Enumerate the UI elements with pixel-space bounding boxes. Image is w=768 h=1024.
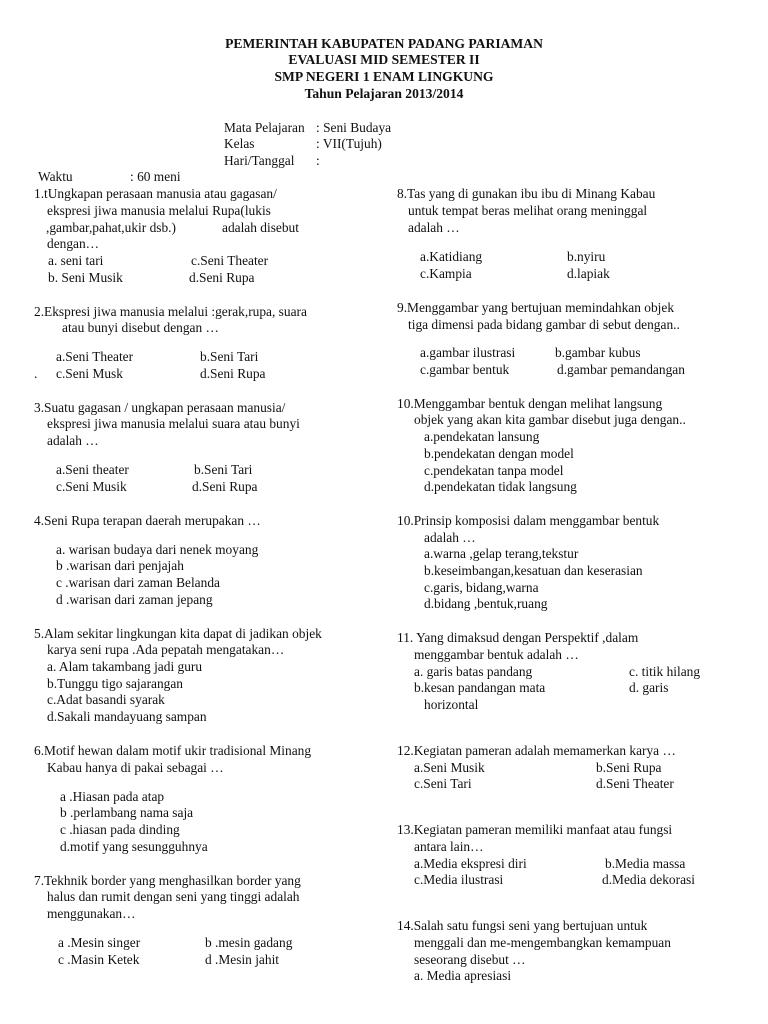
option-d: d. garis — [629, 680, 669, 695]
option-c: c. titik hilang — [629, 664, 701, 679]
question-text: 13.Kegiatan pameran memiliki manfaat atau fungsi — [397, 822, 673, 837]
option-b: b.nyiru — [567, 249, 606, 264]
option-d: d.lapiak — [567, 266, 610, 281]
option-d: d.Sakali mandayuang sampan — [47, 709, 207, 724]
option-c: c .hiasan pada dinding — [60, 822, 180, 837]
question-text: 8.Tas yang di gunakan ibu ibu di Minang Kabau — [397, 186, 656, 201]
option-a: a .Hiasan pada atap — [60, 789, 165, 804]
option-c: c.gambar bentuk — [420, 362, 510, 377]
option-c: c.Seni Tari — [414, 776, 472, 791]
question-text: menggunakan… — [47, 906, 136, 921]
option-b: b.Media massa — [605, 856, 686, 871]
option-c: c .Masin Ketek — [58, 952, 140, 967]
option-d: d.Seni Theater — [596, 776, 674, 791]
question-text: karya seni rupa .Ada pepatah mengatakan… — [47, 642, 285, 657]
option-d: d.Seni Rupa — [192, 479, 258, 494]
question-text: Kabau hanya di pakai sebagai … — [47, 760, 224, 775]
option-d: d .warisan dari zaman jepang — [56, 592, 213, 607]
question-text: 5.Alam sekitar lingkungan kita dapat di jadikan objek — [34, 626, 322, 641]
option-a: a.Seni Musik — [414, 760, 485, 775]
option-a: a.pendekatan lansung — [424, 429, 540, 444]
header-line-4: Tahun Pelajaran 2013/2014 — [304, 86, 464, 101]
option-c: c.Kampia — [420, 266, 472, 281]
option-d-continued: horizontal — [424, 697, 479, 712]
time-label: Waktu — [38, 169, 73, 184]
question-text: 10.Prinsip komposisi dalam menggambar bentuk — [397, 513, 660, 528]
option-d: d.gambar pemandangan — [557, 362, 685, 377]
question-text: seseorang disebut … — [414, 952, 526, 967]
header-line-2: EVALUASI MID SEMESTER II — [288, 52, 480, 67]
question-text: ekspresi jiwa manusia melalui suara atau bunyi — [47, 416, 300, 431]
option-a: a. Alam takambang jadi guru — [47, 659, 203, 674]
question-text: 10.Menggambar bentuk dengan melihat langsung — [397, 396, 663, 411]
question-text: 6.Motif hewan dalam motif ukir tradisional Minang — [34, 743, 312, 758]
day-label: Hari/Tanggal — [224, 153, 295, 168]
option-d: d.pendekatan tidak langsung — [424, 479, 577, 494]
option-b: b.Seni Tari — [194, 462, 253, 477]
option-a: a. seni tari — [48, 253, 104, 268]
option-a: a. garis batas pandang — [414, 664, 533, 679]
option-b: b .perlambang nama saja — [60, 805, 194, 820]
question-text: 3.Suatu gagasan / ungkapan perasaan manusia/ — [34, 400, 286, 415]
subject-value: : Seni Budaya — [316, 120, 392, 135]
option-c: c.Media ilustrasi — [414, 872, 504, 887]
question-text: 2.Ekspresi jiwa manusia melalui :gerak,rupa, suara — [34, 304, 307, 319]
option-c: c.Seni Musik — [56, 479, 127, 494]
option-d: d .Mesin jahit — [205, 952, 280, 967]
question-text: adalah … — [408, 220, 460, 235]
question-text: menggali dan me-mengembangkan kemampuan — [414, 935, 671, 950]
option-a: a.Seni Theater — [56, 349, 134, 364]
option-d: d.bidang ,bentuk,ruang — [424, 596, 548, 611]
option-a: a.Media ekspresi diri — [414, 856, 527, 871]
day-value: : — [316, 153, 320, 168]
question-text: tiga dimensi pada bidang gambar di sebut dengan.. — [408, 317, 680, 332]
header-line-1: PEMERINTAH KABUPATEN PADANG PARIAMAN — [225, 36, 543, 51]
option-c: c.Seni Theater — [191, 253, 269, 268]
header-line-3: SMP NEGERI 1 ENAM LINGKUNG — [274, 69, 494, 84]
question-text: untuk tempat beras melihat orang meninggal — [408, 203, 648, 218]
option-b: b.Seni Tari — [200, 349, 259, 364]
question-text: adalah disebut — [222, 220, 299, 235]
question-text: 9.Menggambar yang bertujuan memindahkan objek — [397, 300, 675, 315]
stray-dot: . — [34, 366, 38, 381]
option-b: b.Tunggu tigo sajarangan — [47, 676, 184, 691]
option-a: a.gambar ilustrasi — [420, 345, 516, 360]
option-b: b. Seni Musik — [48, 270, 123, 285]
question-text: adalah … — [424, 530, 476, 545]
option-b: b .mesin gadang — [205, 935, 293, 950]
question-text: atau bunyi disebut dengan … — [62, 320, 219, 335]
option-a: a .Mesin singer — [58, 935, 141, 950]
question-text: 4.Seni Rupa terapan daerah merupakan … — [34, 513, 261, 528]
option-d: d.Seni Rupa — [200, 366, 266, 381]
option-b: b.gambar kubus — [555, 345, 641, 360]
option-d: d.motif yang sesungguhnya — [60, 839, 208, 854]
question-text: dengan… — [47, 236, 100, 251]
question-text: antara lain… — [414, 839, 484, 854]
option-a: a. Media apresiasi — [414, 968, 512, 983]
option-b: b .warisan dari penjajah — [56, 558, 184, 573]
question-text: 14.Salah satu fungsi seni yang bertujuan untuk — [397, 918, 648, 933]
option-a: a.warna ,gelap terang,tekstur — [424, 546, 579, 561]
option-a: a.Katidiang — [420, 249, 483, 264]
question-text: adalah … — [47, 433, 99, 448]
option-c: c.garis, bidang,warna — [424, 580, 539, 595]
time-value: : 60 meni — [130, 169, 181, 184]
question-text: 11. Yang dimaksud dengan Perspektif ,dalam — [397, 630, 639, 645]
option-b: b.kesan pandangan mata — [414, 680, 546, 695]
option-c: c.Seni Musk — [56, 366, 123, 381]
option-a: a.Seni theater — [56, 462, 129, 477]
option-b: b.pendekatan dengan model — [424, 446, 574, 461]
question-text: 7.Tekhnik border yang menghasilkan border yang — [34, 873, 301, 888]
question-text: objek yang akan kita gambar disebut juga dengan.. — [414, 412, 686, 427]
option-a: a. warisan budaya dari nenek moyang — [56, 542, 259, 557]
question-text: menggambar bentuk adalah … — [414, 647, 579, 662]
option-c: c .warisan dari zaman Belanda — [56, 575, 220, 590]
class-label: Kelas — [224, 136, 255, 151]
class-value: : VII(Tujuh) — [316, 136, 382, 151]
option-d: d.Media dekorasi — [602, 872, 695, 887]
question-text: halus dan rumit dengan seni yang tinggi adalah — [47, 889, 300, 904]
option-c: c.Adat basandi syarak — [47, 692, 165, 707]
question-text: 1.tUngkapan perasaan manusia atau gagasan/ — [34, 186, 277, 201]
question-text: 12.Kegiatan pameran adalah memamerkan karya … — [397, 743, 676, 758]
question-text: ekspresi jiwa manusia melalui Rupa(lukis — [47, 203, 271, 218]
option-b: b.keseimbangan,kesatuan dan keserasian — [424, 563, 643, 578]
subject-label: Mata Pelajaran — [224, 120, 305, 135]
option-b: b.Seni Rupa — [596, 760, 662, 775]
option-d: d.Seni Rupa — [189, 270, 255, 285]
question-text: ,gambar,pahat,ukir dsb.) — [46, 220, 176, 235]
option-c: c.pendekatan tanpa model — [424, 463, 564, 478]
